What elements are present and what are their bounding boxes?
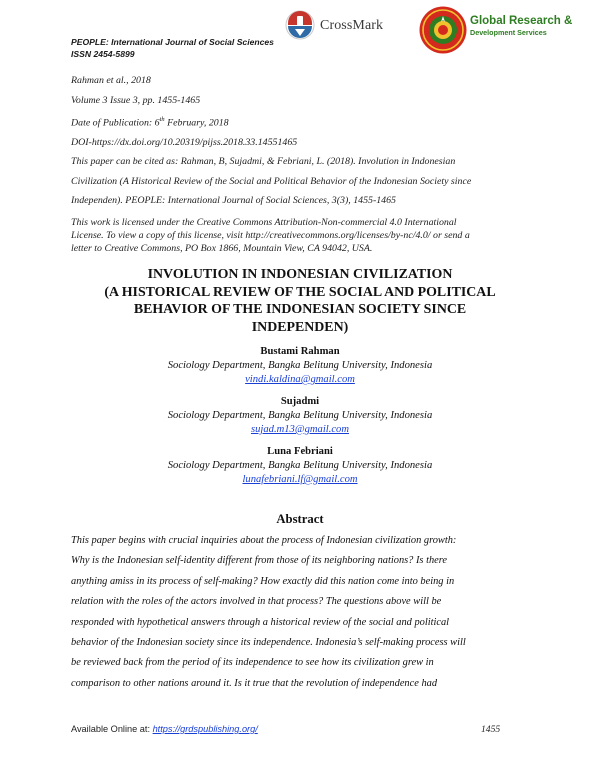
author-affiliation: Sociology Department, Bangka Belitung University, Indonesia bbox=[167, 460, 433, 471]
author-year: Rahman et al., 2018 bbox=[71, 75, 151, 86]
title-line: (A HISTORICAL REVIEW OF THE SOCIAL AND POLITICAL bbox=[104, 284, 496, 300]
author-block bbox=[50, 395, 550, 437]
author-name: Sujadmi bbox=[280, 396, 320, 407]
title-line: INVOLUTION IN INDONESIAN CIVILIZATION bbox=[147, 267, 453, 282]
author-block bbox=[50, 445, 550, 487]
crossmark-badge[interactable] bbox=[285, 8, 403, 44]
author-name: Luna Febriani bbox=[267, 446, 333, 457]
citation-line: Independen). PEOPLE: International Journal of Social Sciences, 3(3), 1455-1465 bbox=[71, 195, 396, 207]
citation bbox=[71, 152, 541, 211]
journal-issn: ISSN 2454-5899 bbox=[71, 49, 135, 59]
publication-date: Date of Publication: 6th February, 2018 bbox=[71, 116, 229, 129]
author-affiliation: Sociology Department, Bangka Belitung University, Indonesia bbox=[167, 360, 433, 371]
license-line: This work is licensed under the Creative Commons Attribution-Non-commercial 4.0 International bbox=[71, 216, 457, 228]
publisher-logo bbox=[418, 4, 600, 56]
publisher-name-line1: Global Research & bbox=[470, 15, 573, 27]
paper-title bbox=[50, 266, 550, 336]
author-name: Bustami Rahman bbox=[260, 346, 340, 357]
abstract-heading: Abstract bbox=[276, 512, 324, 526]
crossmark-icon bbox=[285, 9, 315, 43]
journal-name: PEOPLE: International Journal of Social Sciences bbox=[71, 37, 274, 47]
author-email-link[interactable]: lunafebriani.lf@gmail.com bbox=[242, 474, 358, 485]
author-block bbox=[50, 345, 550, 387]
license-line: License. To view a copy of this license, visit http://creativecommons.org/licenses/by-nc/4.0/ or send a bbox=[71, 229, 470, 241]
citation-line: This paper can be cited as: Rahman, B, Sujadmi, & Febriani, L. (2018). Involution in Indonesian bbox=[71, 156, 456, 168]
author-list bbox=[50, 345, 550, 495]
author-email-link[interactable]: vindi.kaldina@gmail.com bbox=[245, 374, 355, 385]
publisher-name-line2: Development Services bbox=[470, 28, 547, 37]
license bbox=[71, 216, 541, 255]
article-meta bbox=[71, 71, 541, 255]
abstract-line: Why is the Indonesian self-identity different from those of its neighboring nations? Is there bbox=[71, 555, 448, 567]
abstract-line: This paper begins with crucial inquiries about the process of Indonesian civilization growth: bbox=[71, 535, 457, 546]
crossmark-label: CrossMark bbox=[320, 18, 384, 33]
license-line: letter to Creative Commons, PO Box 1866, Mountain View, CA 94042, USA. bbox=[71, 242, 373, 254]
abstract-body bbox=[71, 531, 530, 694]
footer-availability bbox=[71, 724, 258, 734]
abstract-line: be reviewed back from the period of its independence to see how its civilization grew in bbox=[71, 657, 434, 669]
author-affiliation: Sociology Department, Bangka Belitung University, Indonesia bbox=[167, 410, 433, 421]
footer-available-label: Available Online at: bbox=[71, 724, 153, 734]
abstract-line: behavior of the Indonesian society since its independence. Indonesia’s self-making process will bbox=[71, 637, 466, 649]
abstract-line: relation with the roles of the actors involved in that process? The questions above will be bbox=[71, 596, 442, 608]
title-line: INDEPENDEN) bbox=[251, 319, 349, 335]
journal-header bbox=[71, 36, 274, 60]
page-number: 1455 bbox=[481, 724, 501, 735]
publisher-seal-icon bbox=[418, 5, 468, 55]
title-line: BEHAVIOR OF THE INDONESIAN SOCIETY SINCE bbox=[133, 302, 467, 317]
abstract-line: comparison to other nations around it. Is it true that the revolution of independence had bbox=[71, 677, 438, 689]
abstract-line: anything amiss in its process of self-making? How exactly did this nation come into being in bbox=[71, 575, 455, 587]
volume-info: Volume 3 Issue 3, pp. 1455-1465 bbox=[71, 94, 201, 106]
abstract-line: responded with hypothetical answers through a historical review of the social and political bbox=[71, 616, 450, 628]
author-email-link[interactable]: sujad.m13@gmail.com bbox=[250, 424, 350, 435]
doi[interactable]: DOI-https://dx.doi.org/10.20319/pijss.2018.33.14551465 bbox=[71, 136, 298, 148]
citation-line: Civilization (A Historical Review of the Social and Political Behavior of the Indonesian Society since bbox=[71, 175, 472, 187]
footer-url-link[interactable]: https://grdspublishing.org/ bbox=[152, 724, 258, 734]
